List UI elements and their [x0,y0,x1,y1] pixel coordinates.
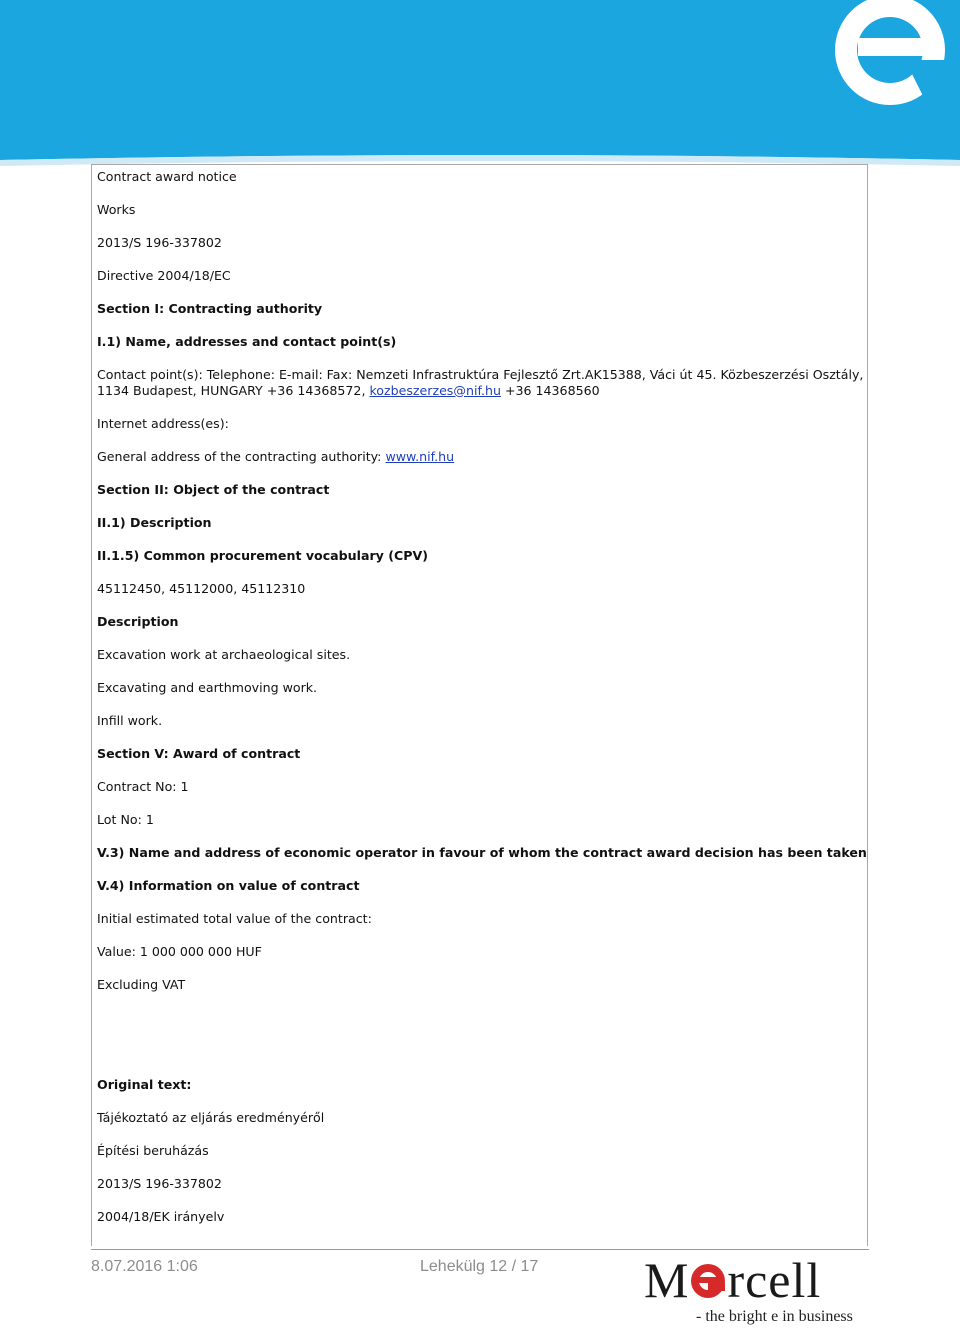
ii1-heading: II.1) Description [97,515,212,530]
logo-text-start: M [644,1252,690,1308]
general-address-link[interactable]: www.nif.hu [385,449,455,464]
marcell-logo [644,1252,874,1329]
general-address-label: General address of the contracting authority: [97,449,386,464]
original-line-3: 2013/S 196-337802 [97,1176,222,1191]
contract-no: Contract No: 1 [97,779,189,794]
original-text-label: Original text: [97,1077,192,1092]
general-address [97,449,865,465]
logo-text-end: rcell [727,1252,822,1308]
section1-heading: Section I: Contracting authority [97,301,323,316]
banner-graphic [0,0,960,170]
original-line-2: Építési beruházás [97,1143,209,1158]
footer-page-number: Lehekülg 12 / 17 [420,1258,539,1275]
original-line-1: Tájékoztató az eljárás eredményéről [97,1110,325,1125]
description-heading: Description [97,614,179,629]
description-line-1: Excavation work at archaeological sites. [97,647,351,662]
initial-value-label: Initial estimated total value of the contract: [97,911,372,926]
logo-tagline: - the bright e in business [696,1308,853,1325]
original-line-4: 2004/18/EK irányelv [97,1209,225,1224]
notice-directive: Directive 2004/18/EC [97,268,231,283]
v3-heading: V.3) Name and address of economic operator in favour of whom the contract award decision has been taken [97,845,867,860]
internet-label: Internet address(es): [97,416,229,431]
contract-value: Value: 1 000 000 000 HUF [97,944,262,959]
section5-heading: Section V: Award of contract [97,746,301,761]
vat-note: Excluding VAT [97,977,186,992]
notice-ref: 2013/S 196-337802 [97,235,222,250]
contact-block [97,367,865,399]
cpv-codes: 45112450, 45112000, 45112310 [97,581,306,596]
footer-divider [91,1249,869,1250]
notice-type: Contract award notice [97,169,237,184]
description-line-2: Excavating and earthmoving work. [97,680,318,695]
contact-text: Contact point(s): Telephone: E-mail: Fax: Nemzeti Infrastruktúra Fejlesztő Zrt.AK15388, Váci út 45. Közbeszerzési Osztály, 1134 Budapest, HUNGARY +36 14368572, [97,367,864,398]
section2-heading: Section II: Object of the contract [97,482,330,497]
i1-heading: I.1) Name, addresses and contact point(s) [97,334,397,349]
description-line-3: Infill work. [97,713,163,728]
logo-wordmark [644,1252,821,1308]
v4-heading: V.4) Information on value of contract [97,878,360,893]
logo-e-icon [690,1263,726,1299]
footer-datetime: 8.07.2016 1:06 [91,1258,198,1275]
lot-no: Lot No: 1 [97,812,154,827]
header-banner [0,0,960,170]
contact-email-link[interactable]: kozbeszerzes@nif.hu [369,383,501,398]
notice-category: Works [97,202,136,217]
contact-fax: +36 14368560 [500,383,600,398]
ii15-heading: II.1.5) Common procurement vocabulary (CPV) [97,548,428,563]
